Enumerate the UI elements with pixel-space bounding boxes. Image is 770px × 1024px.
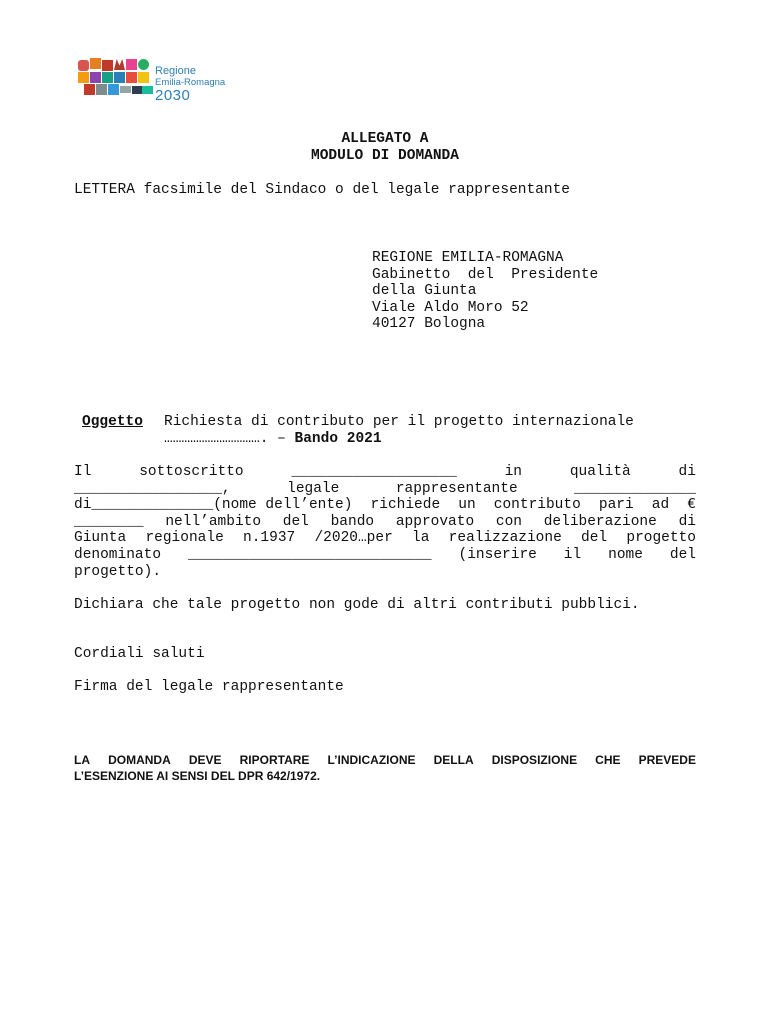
- word: bando: [330, 513, 375, 530]
- word: (inserire: [458, 546, 537, 563]
- word: CHE: [595, 753, 621, 767]
- word: del: [282, 513, 309, 530]
- word: il: [563, 546, 582, 563]
- body-line: [74, 497, 696, 514]
- word: contributo: [493, 497, 581, 514]
- word: sottoscritto: [139, 464, 244, 480]
- word: realizzazione: [448, 530, 562, 547]
- word: _________________,: [74, 480, 231, 497]
- word: con: [495, 513, 522, 530]
- logo-line-2030: 2030: [155, 87, 191, 104]
- word: legale: [287, 480, 340, 497]
- recipient-line: della Giunta: [372, 283, 477, 300]
- word: Giunta: [74, 530, 127, 547]
- recipient-line: Viale Aldo Moro 52: [372, 299, 529, 316]
- subject-dots: ……………………………. –: [164, 431, 286, 447]
- intro-line: LETTERA facsimile del Sindaco o del legale rappresentante: [74, 182, 570, 198]
- word: un: [458, 497, 476, 514]
- body-line: [74, 464, 696, 481]
- body-line: [74, 481, 696, 498]
- word: /2020…per: [314, 530, 393, 547]
- signature-line: Firma del legale rappresentante: [74, 679, 344, 695]
- body-line: [74, 530, 696, 547]
- word: richiede: [370, 497, 441, 514]
- word: Il: [74, 464, 92, 480]
- word: ______________: [574, 480, 696, 497]
- word: approvato: [395, 513, 475, 530]
- word: del: [669, 546, 696, 563]
- word: deliberazione: [543, 513, 657, 530]
- word: LA: [74, 753, 90, 767]
- word: nome: [608, 546, 643, 563]
- body-line: [74, 514, 696, 531]
- word: ad: [651, 497, 670, 514]
- word: DELLA: [433, 753, 474, 767]
- word: ________: [74, 513, 144, 530]
- logo-line-emilia-romagna: Emilia-Romagna: [155, 77, 226, 88]
- word: del: [581, 530, 608, 547]
- word: di: [678, 464, 696, 480]
- heading-allegato: ALLEGATO A: [341, 131, 429, 147]
- body-line: [74, 547, 696, 564]
- word: €: [687, 497, 696, 514]
- word: la: [412, 530, 430, 547]
- subject-text: Richiesta di contributo per il progetto internazionale: [164, 414, 634, 430]
- word: pari: [598, 497, 634, 514]
- word: qualità: [569, 464, 631, 480]
- body-paragraph: [74, 464, 696, 580]
- logo-line-regione: Regione: [155, 65, 196, 77]
- word: progetto: [626, 530, 696, 547]
- word: nell’ambito: [165, 513, 262, 530]
- recipient-line: 40127 Bologna: [372, 316, 486, 333]
- heading-modulo: MODULO DI DOMANDA: [311, 148, 459, 164]
- word: RIPORTARE: [239, 753, 310, 767]
- subject-label: Oggetto: [82, 414, 143, 430]
- word: ____________________________: [187, 546, 432, 563]
- subject-line-2: [164, 431, 382, 448]
- word: di______________(nome dell’ente): [74, 497, 353, 514]
- recipient-line: Gabinetto del Presidente: [372, 266, 599, 283]
- word: DISPOSIZIONE: [491, 753, 578, 767]
- regione-emilia-romagna-2030-logo: [76, 56, 246, 104]
- note-line: [74, 752, 696, 768]
- word: regionale: [145, 530, 224, 547]
- recipient-line: REGIONE EMILIA-ROMAGNA: [372, 250, 564, 266]
- note-line: L’ESENZIONE AI SENSI DEL DPR 642/1972.: [74, 769, 321, 783]
- subject-bando: Bando 2021: [294, 431, 382, 447]
- word: denominato: [74, 546, 162, 563]
- word: PREVEDE: [638, 753, 696, 767]
- exemption-note: [74, 752, 696, 785]
- body-line: progetto).: [74, 563, 162, 580]
- word: in: [504, 464, 522, 480]
- word: rappresentante: [395, 480, 518, 497]
- word: L’INDICAZIONE: [327, 753, 416, 767]
- word: DOMANDA: [108, 753, 171, 767]
- word: DEVE: [188, 753, 222, 767]
- recipient-address: [372, 250, 632, 333]
- word: n.1937: [243, 530, 296, 547]
- declaration-line: Dichiara che tale progetto non gode di altri contributi pubblici.: [74, 597, 640, 613]
- logo-mosaic-icon: [76, 56, 154, 102]
- word: ___________________: [291, 464, 457, 480]
- greeting-line: Cordiali saluti: [74, 646, 205, 662]
- word: di: [678, 513, 696, 530]
